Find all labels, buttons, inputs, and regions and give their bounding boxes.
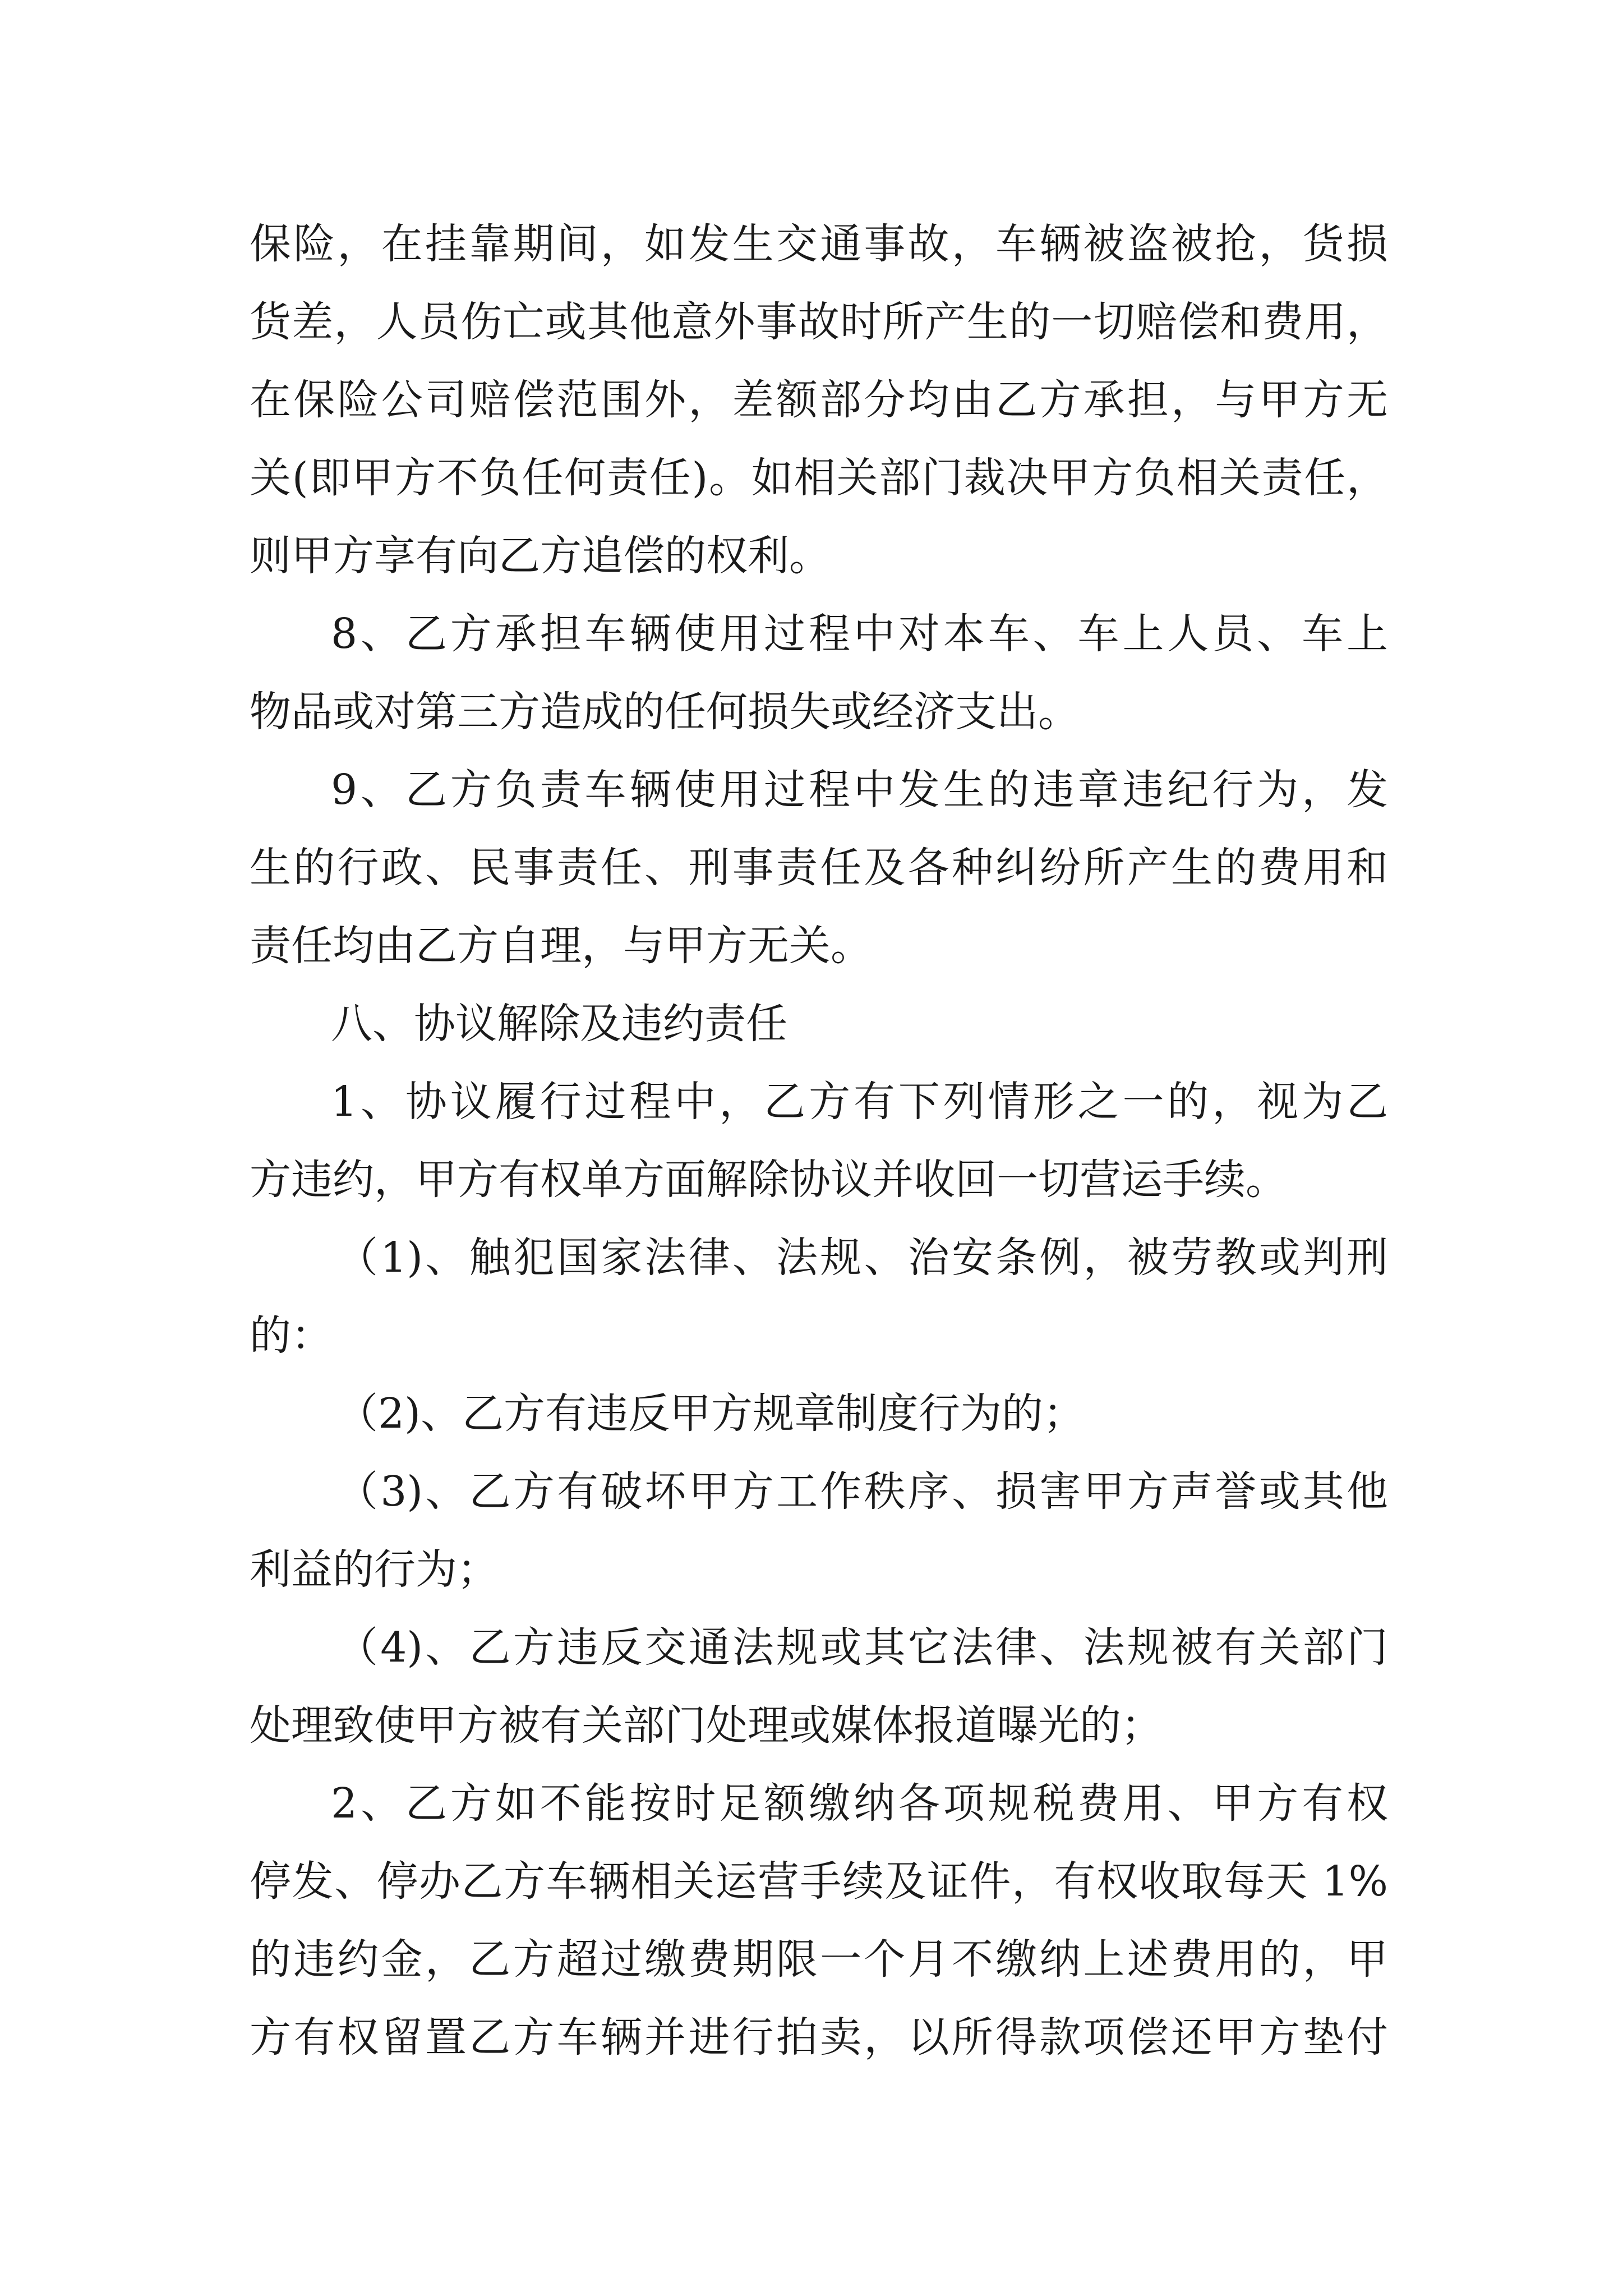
clause-1-line: 1、协议履行过程中，乙方有下列情形之一的，视为乙	[331, 1078, 1388, 1126]
sub-item-1-line: 的：	[250, 1312, 333, 1360]
clause-9-line: 责任均由乙方自理，与甲方无关。	[250, 922, 872, 970]
clause-8-line: 8、乙方承担车辆使用过程中对本车、车上人员、车上	[331, 610, 1388, 658]
sub-item-2-line: （2)、乙方有违反甲方规章制度行为的；	[336, 1389, 1085, 1438]
clause-9-line: 生的行政、民事责任、刑事责任及各种纠纷所产生的费用和	[250, 844, 1388, 892]
paragraph-line: 货差，人员伤亡或其他意外事故时所产生的一切赔偿和费用，	[250, 298, 1388, 346]
sub-item-4-line: （4)、乙方违反交通法规或其它法律、法规被有关部门	[336, 1623, 1388, 1672]
sub-item-4-line: 处理致使甲方被有关部门处理或媒体报道曝光的；	[250, 1701, 1163, 1750]
paragraph-line: 则甲方享有向乙方追偿的权利。	[250, 532, 831, 580]
paragraph-line: 在保险公司赔偿范围外，差额部分均由乙方承担，与甲方无	[250, 376, 1388, 424]
sub-item-1-line: （1)、触犯国家法律、法规、治安条例，被劳教或判刑	[336, 1234, 1388, 1282]
clause-8-line: 物品或对第三方造成的任何损失或经济支出。	[250, 688, 1080, 736]
sub-item-3-line: 利益的行为；	[250, 1545, 499, 1594]
paragraph-line: 保险，在挂靠期间，如发生交通事故，车辆被盗被抢，货损	[250, 220, 1388, 268]
sub-item-3-line: （3)、乙方有破坏甲方工作秩序、损害甲方声誉或其他	[336, 1467, 1388, 1516]
paragraph-line: 关(即甲方不负任何责任)。如相关部门裁决甲方负相关责任，	[250, 454, 1388, 502]
clause-2-line: 停发、停办乙方车辆相关运营手续及证件，有权收取每天 1%	[250, 1857, 1388, 1906]
clause-9-line: 9、乙方负责车辆使用过程中发生的违章违纪行为，发	[331, 766, 1388, 814]
clause-2-line: 方有权留置乙方车辆并进行拍卖，以所得款项偿还甲方垫付	[250, 2013, 1388, 2062]
section-heading: 八、协议解除及违约责任	[331, 1000, 787, 1048]
clause-2-line: 2、乙方如不能按时足额缴纳各项规税费用、甲方有权	[331, 1779, 1388, 1828]
clause-1-line: 方违约，甲方有权单方面解除协议并收回一切营运手续。	[250, 1156, 1287, 1204]
clause-2-line: 的违约金，乙方超过缴费期限一个月不缴纳上述费用的，甲	[250, 1935, 1388, 1984]
